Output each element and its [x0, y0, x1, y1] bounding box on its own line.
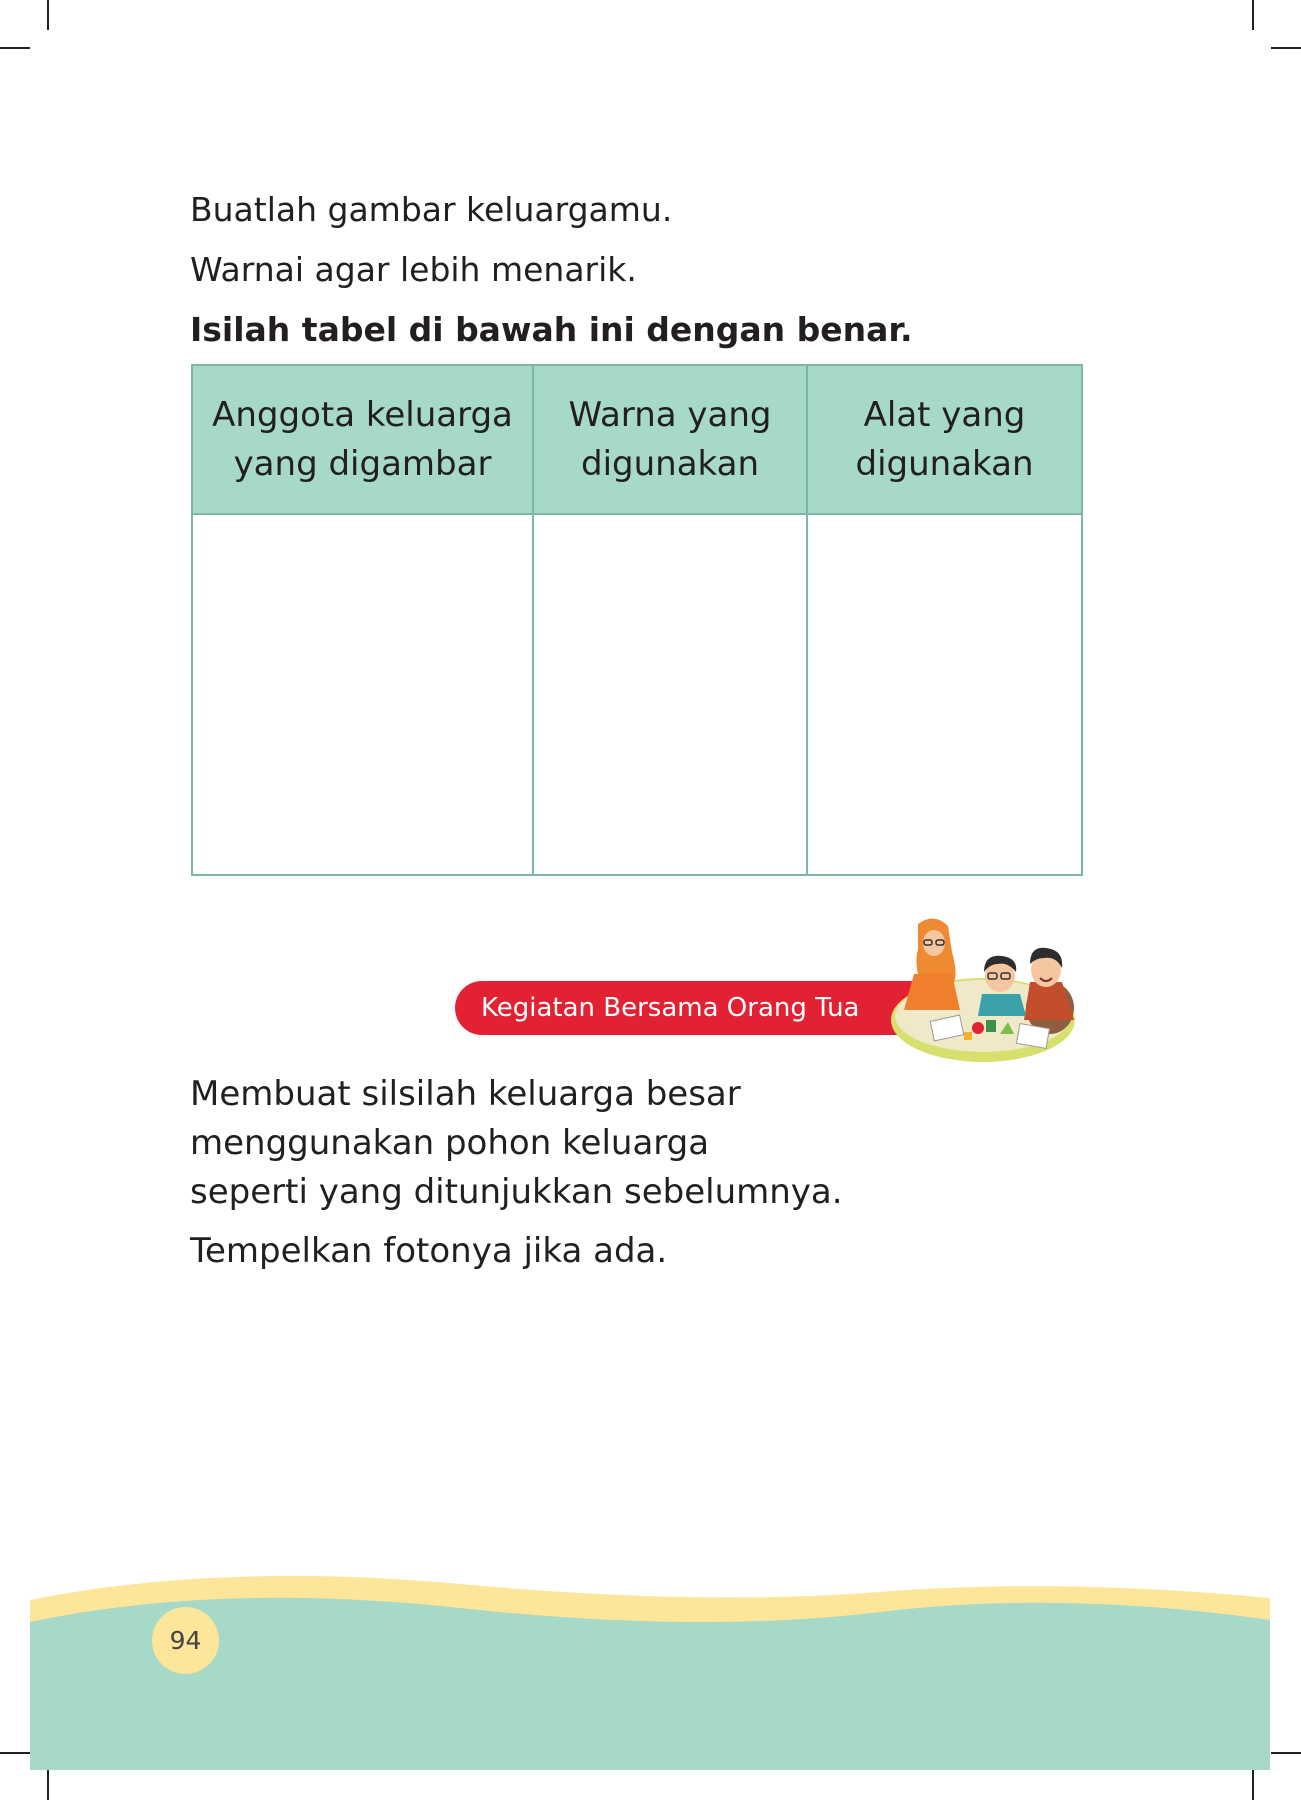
instruction-fill-table: Isilah tabel di bawah ini dengan benar.	[190, 310, 913, 349]
answer-cell-color-used[interactable]	[533, 514, 807, 875]
answer-cell-family-member[interactable]	[192, 514, 533, 875]
activity-text-line: seperti yang ditunjukkan sebelumnya.	[190, 1172, 843, 1212]
instruction-color: Warnai agar lebih menarik.	[190, 250, 637, 289]
worksheet-table	[191, 364, 1083, 876]
activity-banner-label: Kegiatan Bersama Orang Tua	[481, 993, 860, 1023]
table-header-row	[192, 365, 1082, 514]
crop-mark	[1252, 0, 1254, 30]
activity-note: Tempelkan fotonya jika ada.	[190, 1231, 668, 1271]
crop-mark	[47, 0, 49, 30]
column-header-color-used: Warna yang digunakan	[533, 365, 807, 514]
family-activity-illustration-icon	[880, 912, 1080, 1067]
table-answer-row	[192, 514, 1082, 875]
crop-mark	[0, 47, 30, 49]
page-number: 94	[152, 1607, 219, 1674]
column-header-tool-used: Alat yang digunakan	[807, 365, 1082, 514]
column-header-family-member: Anggota keluarga yang digambar	[192, 365, 533, 514]
footer-wave-decoration	[0, 1570, 1301, 1800]
activity-text-line: Membuat silsilah keluarga besar	[190, 1074, 741, 1114]
activity-text-line: menggunakan pohon keluarga	[190, 1123, 710, 1163]
answer-cell-tool-used[interactable]	[807, 514, 1082, 875]
instruction-draw-family: Buatlah gambar keluargamu.	[190, 190, 673, 229]
crop-mark	[1271, 47, 1301, 49]
activity-banner	[455, 981, 945, 1035]
